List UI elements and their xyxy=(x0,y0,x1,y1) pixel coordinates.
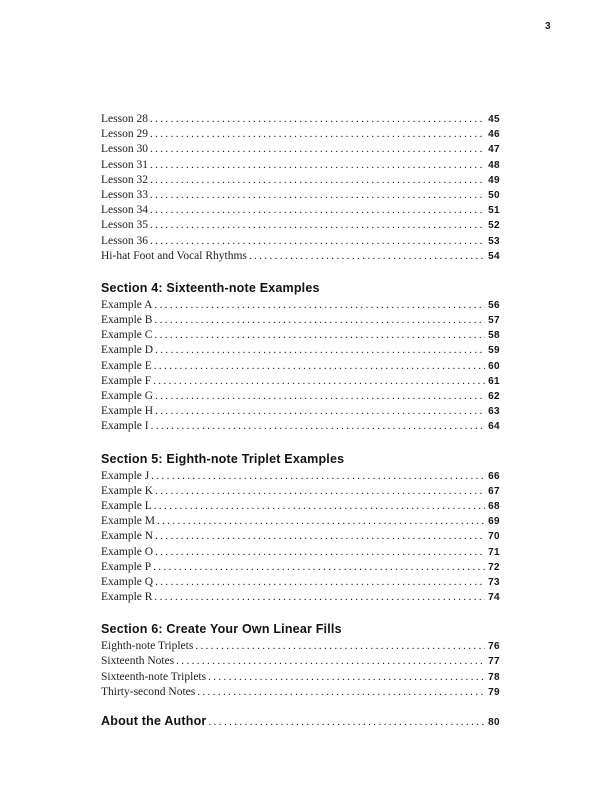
dot-leader xyxy=(150,128,485,140)
section-heading: Section 5: Eighth-note Triplet Examples xyxy=(101,451,345,466)
toc-entry xyxy=(101,128,500,143)
dot-leader xyxy=(153,375,485,387)
toc-entry xyxy=(101,219,500,234)
dot-leader xyxy=(150,159,485,171)
toc-entry xyxy=(101,299,500,314)
toc-entry xyxy=(101,530,500,545)
toc-entry-page: 48 xyxy=(488,159,500,171)
toc-entry xyxy=(101,591,500,606)
dot-leader xyxy=(151,420,485,432)
dot-leader xyxy=(150,189,485,201)
toc-entry xyxy=(101,561,500,576)
dot-leader xyxy=(155,546,485,558)
toc-entry xyxy=(101,405,500,420)
toc-entry-label: Lesson 31 xyxy=(101,158,148,171)
dot-leader xyxy=(153,561,485,573)
toc-entry-page: 58 xyxy=(488,330,500,342)
dot-leader xyxy=(154,329,485,341)
dot-leader xyxy=(155,390,485,402)
toc-entry-label: Example I xyxy=(101,420,149,433)
toc-entry-label: Lesson 28 xyxy=(101,113,148,125)
toc-entry-page: 69 xyxy=(488,516,500,528)
dot-leader xyxy=(155,576,485,588)
dot-leader xyxy=(154,314,485,326)
toc-entry-page: 67 xyxy=(488,485,500,497)
toc-entry-page: 49 xyxy=(488,174,500,186)
toc-entry-page: 60 xyxy=(488,360,500,372)
toc-section xyxy=(101,113,500,265)
toc-entry xyxy=(101,189,500,204)
toc-entry-label: Example L xyxy=(101,499,152,512)
toc-entry xyxy=(101,500,500,515)
toc-entry xyxy=(101,640,500,655)
toc-content xyxy=(101,113,500,731)
toc-entry-label: Example G xyxy=(101,390,154,402)
toc-entry-label: Example M xyxy=(101,515,155,528)
toc-entry-label: Example H xyxy=(101,405,154,418)
toc-entry xyxy=(101,671,500,686)
toc-entry xyxy=(101,159,500,174)
toc-entry-page: 52 xyxy=(488,220,500,232)
dot-leader xyxy=(157,515,485,527)
toc-entry-label: Example P xyxy=(101,560,152,573)
toc-entry xyxy=(101,686,500,701)
section-heading: Section 6: Create Your Own Linear Fills xyxy=(101,622,342,637)
toc-entry-label: Example J xyxy=(101,469,150,482)
toc-entry-label: Example D xyxy=(101,344,154,357)
toc-entry-label: Example K xyxy=(101,484,154,497)
toc-entry-page: 56 xyxy=(488,299,500,311)
toc-entry-page: 80 xyxy=(488,717,500,728)
dot-leader xyxy=(155,405,485,417)
toc-entry-label: Sixteenth-note Triplets xyxy=(101,670,207,683)
toc-entry-label: Lesson 29 xyxy=(101,128,148,141)
dot-leader xyxy=(154,299,485,311)
dot-leader xyxy=(154,591,485,603)
toc-entry xyxy=(101,655,500,670)
toc-entry-label: Sixteenth Notes xyxy=(101,655,175,668)
toc-entry xyxy=(101,143,500,158)
toc-entry-page: 64 xyxy=(488,421,500,433)
page-number: 3 xyxy=(544,21,551,32)
toc-entry-page: 74 xyxy=(488,592,500,604)
dot-leader xyxy=(154,360,485,372)
toc-entry-page: 57 xyxy=(488,315,500,327)
toc-entry xyxy=(101,375,500,390)
toc-entry xyxy=(101,390,500,405)
dot-leader xyxy=(155,485,485,497)
toc-entry xyxy=(101,546,500,561)
toc-entry-label: Lesson 36 xyxy=(101,234,148,247)
toc-entry-label: Example R xyxy=(101,591,153,604)
toc-entry xyxy=(101,329,500,344)
toc-section xyxy=(101,621,500,701)
toc-entry xyxy=(101,714,500,731)
toc-entry-label: Example O xyxy=(101,545,154,558)
toc-entry-label: Example B xyxy=(101,314,153,327)
toc-entry-page: 47 xyxy=(488,144,500,156)
toc-entry-label: Example A xyxy=(101,298,153,311)
toc-entry-page: 45 xyxy=(488,114,500,125)
dot-leader xyxy=(150,235,485,247)
toc-entry-page: 77 xyxy=(488,656,500,668)
toc-entry-label: Lesson 34 xyxy=(101,204,148,217)
toc-entry-page: 71 xyxy=(488,546,500,558)
toc-entry xyxy=(101,174,500,189)
toc-entry-page: 54 xyxy=(488,250,500,262)
toc-entry xyxy=(101,204,500,219)
toc-entry-page: 73 xyxy=(488,576,500,588)
toc-entry-page: 70 xyxy=(488,531,500,543)
dot-leader xyxy=(155,530,485,542)
toc-entry-page: 59 xyxy=(488,345,500,357)
dot-leader xyxy=(195,640,485,652)
dot-leader xyxy=(154,500,485,512)
dot-leader xyxy=(176,655,485,667)
toc-entry-page: 61 xyxy=(488,375,500,387)
toc-entry xyxy=(101,420,500,435)
toc-entry-label: Example F xyxy=(101,374,152,387)
dot-leader xyxy=(151,470,485,482)
dot-leader xyxy=(150,174,485,186)
toc-entry xyxy=(101,360,500,375)
toc-entry-label: Thirty-second Notes xyxy=(101,685,196,698)
toc-section xyxy=(101,280,500,436)
toc-entry-label: Lesson 33 xyxy=(101,188,148,201)
toc-entry xyxy=(101,344,500,359)
about-the-author-label: About the Author xyxy=(101,714,207,728)
toc-entry-label: Hi-hat Foot and Vocal Rhythms xyxy=(101,249,247,262)
toc-entry-page: 51 xyxy=(488,205,500,217)
toc-entry-page: 66 xyxy=(488,470,500,482)
dot-leader xyxy=(249,250,485,262)
toc-entry xyxy=(101,113,500,128)
toc-entry-page: 79 xyxy=(488,686,500,698)
toc-entry xyxy=(101,235,500,250)
toc-entry-label: Lesson 32 xyxy=(101,173,148,186)
toc-entry xyxy=(101,576,500,591)
toc-entry-label: Example E xyxy=(101,359,152,372)
dot-leader xyxy=(150,113,485,125)
toc-entry xyxy=(101,485,500,500)
toc-entry-label: Lesson 30 xyxy=(101,143,148,156)
toc-entry-label: Example Q xyxy=(101,575,154,588)
dot-leader xyxy=(197,686,485,698)
toc-entry xyxy=(101,314,500,329)
toc-entry-label: Lesson 35 xyxy=(101,219,148,232)
dot-leader xyxy=(155,344,485,356)
toc-entry-page: 72 xyxy=(488,561,500,573)
toc-entry-page: 63 xyxy=(488,406,500,418)
section-heading: Section 4: Sixteenth-note Examples xyxy=(101,280,320,295)
toc-entry-page: 53 xyxy=(488,235,500,247)
toc-section xyxy=(101,451,500,607)
toc-entry-page: 46 xyxy=(488,129,500,141)
dot-leader xyxy=(150,219,485,231)
toc-entry-label: Example N xyxy=(101,530,154,543)
toc-entry xyxy=(101,515,500,530)
toc-entry-page: 76 xyxy=(488,641,500,653)
toc-entry xyxy=(101,250,500,265)
toc-entry-page: 50 xyxy=(488,189,500,201)
dot-leader xyxy=(150,204,485,216)
toc-entry-label: Eighth-note Triplets xyxy=(101,640,194,653)
dot-leader xyxy=(208,671,485,683)
toc-entry-label: Example C xyxy=(101,329,153,342)
toc-entry-page: 68 xyxy=(488,500,500,512)
dot-leader xyxy=(150,143,485,155)
toc-entry-page: 78 xyxy=(488,671,500,683)
toc-entry xyxy=(101,470,500,485)
toc-entry-page: 62 xyxy=(488,391,500,402)
dot-leader xyxy=(209,716,486,728)
